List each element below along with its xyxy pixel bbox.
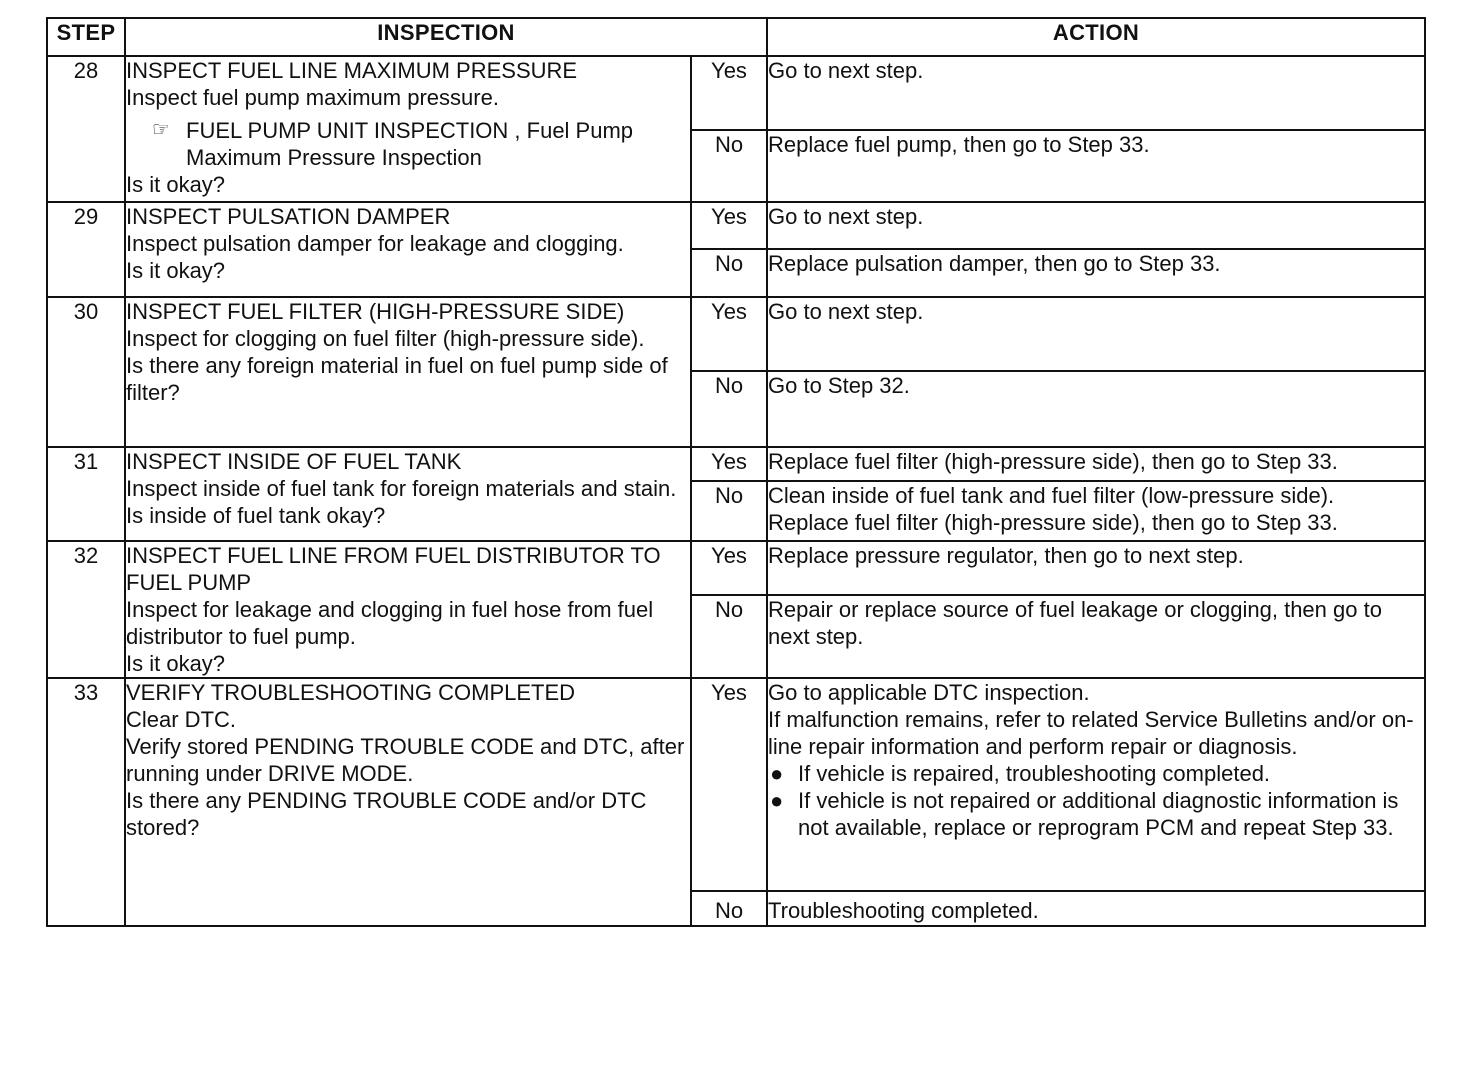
no-label: No (691, 249, 767, 297)
bullet-icon: ● (770, 761, 784, 786)
inspection-title: INSPECT FUEL LINE FROM FUEL DISTRIBUTOR TO FUEL PUMP (126, 543, 661, 595)
no-label: No (691, 371, 767, 447)
table-header-row (47, 18, 1425, 56)
inspection-title: INSPECT INSIDE OF FUEL TANK (126, 449, 462, 474)
action-column-header: ACTION (767, 18, 1425, 56)
inspection-title: INSPECT FUEL FILTER (HIGH-PRESSURE SIDE) (126, 299, 625, 324)
inspection-question: Is there any PENDING TROUBLE CODE and/or DTC stored? (126, 788, 647, 840)
inspection-cell (125, 447, 691, 541)
reference-line-1: FUEL PUMP UNIT INSPECTION , Fuel Pump (186, 118, 634, 143)
inspection-line-2: Verify stored PENDING TROUBLE CODE and DTC, after running under DRIVE MODE. (126, 734, 685, 786)
pointing-hand-icon: ☞ (152, 119, 170, 141)
inspection-cell (125, 541, 691, 678)
inspection-description: Inspect fuel pump maximum pressure. (126, 85, 499, 110)
yes-label: Yes (691, 202, 767, 249)
yes-label: Yes (691, 447, 767, 481)
bullet-text: If vehicle is repaired, troubleshooting completed. (798, 761, 1271, 786)
inspection-description: Inspect pulsation damper for leakage and clogging. (126, 231, 624, 256)
inspection-cell (125, 56, 691, 202)
yes-action-line-1: Go to applicable DTC inspection. (768, 680, 1090, 705)
step-number: 31 (47, 447, 125, 541)
diagnostic-procedure-table (46, 17, 1426, 927)
inspection-question: Is it okay? (126, 651, 226, 676)
yes-action: Go to next step. (767, 202, 1425, 249)
table-row (47, 297, 1425, 371)
inspection-column-header: INSPECTION (125, 18, 767, 56)
no-action: Troubleshooting completed. (767, 891, 1425, 926)
bullet-text: If vehicle is not repaired or additional diagnostic information is not available, replace or reprogram PCM and repeat Step 33. (798, 788, 1399, 840)
step-number: 29 (47, 202, 125, 297)
yes-label: Yes (691, 56, 767, 130)
yes-action: Go to next step. (767, 297, 1425, 371)
bullet-list (768, 760, 1424, 841)
step-number: 28 (47, 56, 125, 202)
step-number: 32 (47, 541, 125, 678)
table-row (47, 541, 1425, 595)
inspection-description: Inspect inside of fuel tank for foreign materials and stain. (126, 476, 677, 501)
reference-link[interactable] (126, 117, 690, 171)
no-label: No (691, 481, 767, 541)
table-row (47, 56, 1425, 130)
table-row (47, 678, 1425, 891)
no-action-line-1: Clean inside of fuel tank and fuel filter (low-pressure side). (768, 483, 1335, 508)
inspection-description: Inspect for clogging on fuel filter (high-pressure side). (126, 326, 645, 351)
step-column-header: STEP (47, 18, 125, 56)
inspection-title: VERIFY TROUBLESHOOTING COMPLETED (126, 680, 576, 705)
yes-label: Yes (691, 541, 767, 595)
list-item (768, 787, 1424, 841)
inspection-line-1: Clear DTC. (126, 707, 237, 732)
bullet-icon: ● (770, 788, 784, 813)
yes-action-line-2: If malfunction remains, refer to related Service Bulletins and/or on-line repair information and perform repair or diagnosis. (768, 707, 1414, 759)
inspection-cell (125, 297, 691, 447)
reference-line-2: Maximum Pressure Inspection (186, 145, 482, 170)
inspection-title: INSPECT PULSATION DAMPER (126, 204, 451, 229)
no-label: No (691, 130, 767, 202)
inspection-cell (125, 678, 691, 926)
inspection-question: Is inside of fuel tank okay? (126, 503, 386, 528)
inspection-description: Inspect for leakage and clogging in fuel hose from fuel distributor to fuel pump. (126, 597, 654, 649)
no-action-line-2: Replace fuel filter (high-pressure side), then go to Step 33. (768, 510, 1338, 535)
no-action (767, 481, 1425, 541)
inspection-cell (125, 202, 691, 297)
yes-label: Yes (691, 297, 767, 371)
inspection-question: Is it okay? (126, 258, 226, 283)
step-number: 30 (47, 297, 125, 447)
no-action: Go to Step 32. (767, 371, 1425, 447)
inspection-question: Is it okay? (126, 172, 226, 197)
yes-action: Replace pressure regulator, then go to next step. (767, 541, 1425, 595)
no-action: Replace fuel pump, then go to Step 33. (767, 130, 1425, 202)
list-item (768, 760, 1424, 787)
table-row (47, 202, 1425, 249)
no-label: No (691, 891, 767, 926)
inspection-title: INSPECT FUEL LINE MAXIMUM PRESSURE (126, 58, 578, 83)
step-number: 33 (47, 678, 125, 926)
inspection-question: Is there any foreign material in fuel on fuel pump side of filter? (126, 353, 668, 405)
no-action: Replace pulsation damper, then go to Step 33. (767, 249, 1425, 297)
yes-action: Replace fuel filter (high-pressure side), then go to Step 33. (767, 447, 1425, 481)
no-action: Repair or replace source of fuel leakage or clogging, then go to next step. (767, 595, 1425, 678)
yes-action (767, 678, 1425, 891)
table-row (47, 447, 1425, 481)
yes-label: Yes (691, 678, 767, 891)
yes-action: Go to next step. (767, 56, 1425, 130)
no-label: No (691, 595, 767, 678)
